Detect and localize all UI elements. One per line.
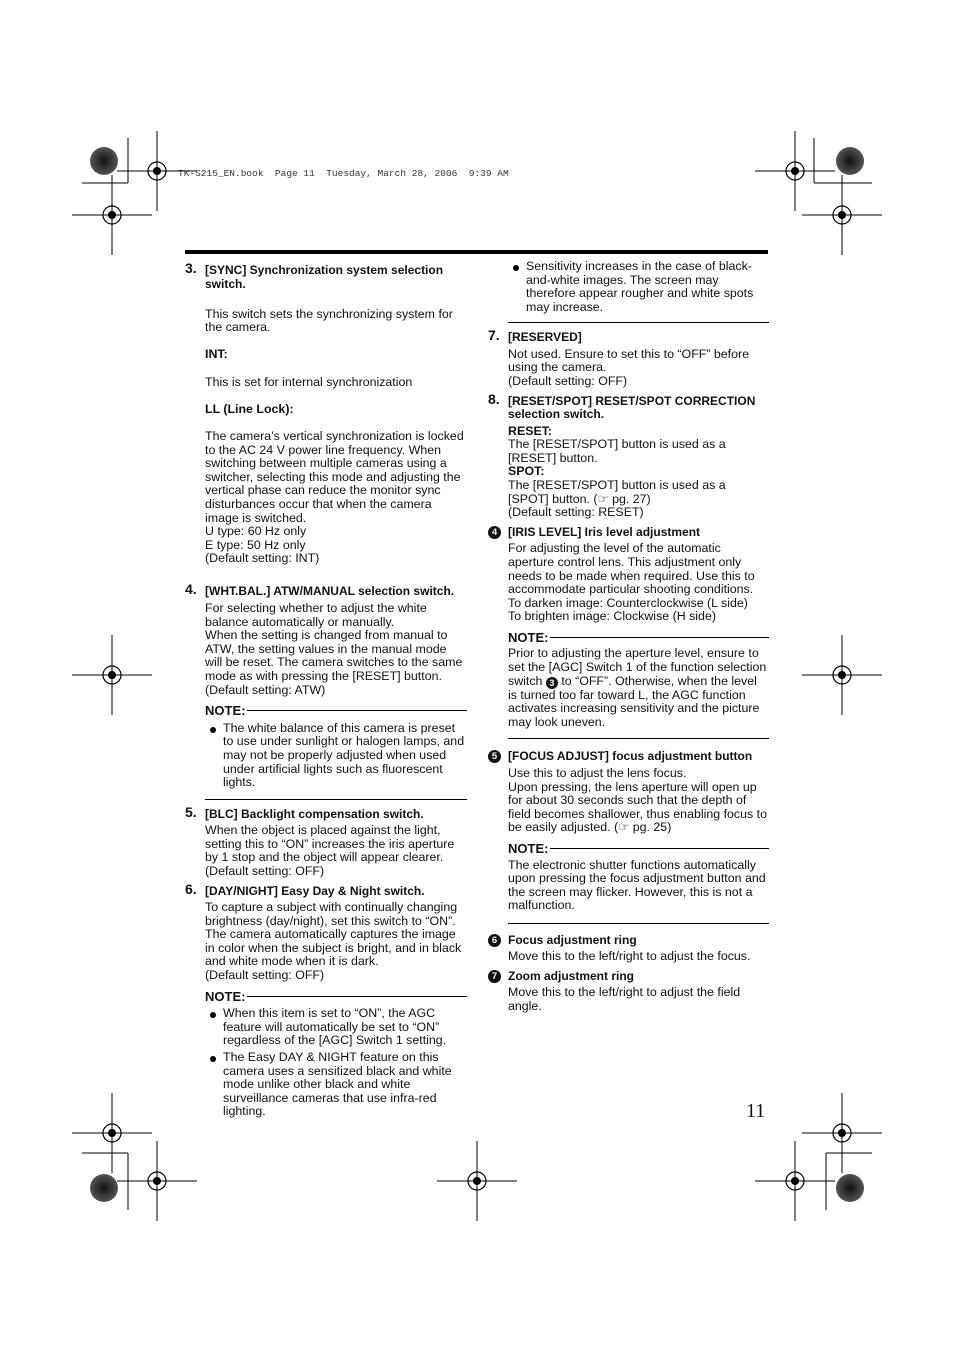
bullet-icon <box>210 1056 216 1062</box>
bullet-icon <box>513 265 519 271</box>
item-title: [DAY/NIGHT] Easy Day & Night switch. <box>205 883 425 898</box>
item-reset-spot <box>488 390 769 520</box>
divider <box>508 322 769 323</box>
circled-number-icon: 4 <box>488 526 501 539</box>
note-box <box>205 704 467 790</box>
item-text: This switch sets the synchronizing system for the camera. <box>205 306 453 335</box>
item-text: For adjusting the level of the automatic aperture control lens. This adjustment only needs to be made when required. Use this to accommodate particular shooting conditions. To darken image: Counterclockwise (L side) To brighten image: Clockwise (H side) <box>508 541 755 624</box>
item-text: Move this to the left/right to adjust the focus. <box>508 949 751 964</box>
sub-label: LL (Line Lock): <box>205 401 294 416</box>
circled-number-icon: 7 <box>488 970 501 983</box>
divider <box>205 799 467 800</box>
item-zoom-ring <box>488 970 769 1014</box>
item-number: 8. <box>488 390 500 407</box>
item-text: For selecting whether to adjust the white balance automatically or manually. When the setting is changed from manual to ATW, the setting values in the manual mode will be reset. The camera switches to the same mode as with pressing the [RESET] button. (Default setting: ATW) <box>205 600 463 697</box>
note-label: NOTE: <box>508 629 549 645</box>
item-number: 6. <box>185 880 197 897</box>
item-text: Use this to adjust the lens focus. Upon pressing, the lens aperture will open up for about 30 seconds such that the depth of field becomes shallower, thus enabling focus to be easily adjusted. (☞ pg. 25) <box>508 765 767 835</box>
circled-number-icon: 3 <box>546 677 558 689</box>
item-sync <box>185 260 467 579</box>
item-title: [FOCUS ADJUST] focus adjustment button <box>508 749 753 764</box>
list-item: The white balance of this camera is preset to use under sunlight or halogen lamps, and may not be properly adjusted when used under artificial lights such as fluorescent lights. <box>205 722 467 790</box>
item-number: 7. <box>488 327 500 344</box>
sub-label: SPOT: <box>508 464 545 479</box>
list-item: Sensitivity increases in the case of black-and-white images. The screen may therefore appear rougher and white spots may increase. <box>508 260 769 314</box>
item-focus-adjust <box>488 750 769 834</box>
right-column <box>488 258 769 1014</box>
item-text: This is set for internal synchronization <box>205 374 413 389</box>
item-title: [IRIS LEVEL] Iris level adjustment <box>508 524 701 539</box>
item-text: Move this to the left/right to adjust the field angle. <box>508 985 741 1014</box>
item-title: Zoom adjustment ring <box>508 968 634 983</box>
item-text: The camera’s vertical synchronization is locked to the AC 24 V power line frequency. When switching between multiple cameras using a switcher, selecting this mode and adjusting the vertical phase can reduce the monitor sync disturbances occur that when the camera image is switched. U type: 60 Hz only E type: 50 Hz only (Default setting: INT) <box>205 428 464 566</box>
item-title: [SYNC] Synchronization system selection switch. <box>205 263 444 291</box>
item-focus-ring <box>488 934 769 964</box>
item-number: 3. <box>185 260 197 276</box>
item-title: [RESET/SPOT] RESET/SPOT CORRECTION selection switch. <box>508 393 756 422</box>
sub-label: RESET: <box>508 423 553 438</box>
divider <box>508 923 769 924</box>
list-item: When this item is set to “ON”, the AGC feature will automatically be set to “ON” regardless of the [AGC] Switch 1 setting. <box>205 1007 467 1048</box>
note-label: NOTE: <box>205 988 246 1004</box>
divider <box>508 738 769 739</box>
item-title: [BLC] Backlight compensation switch. <box>205 806 424 821</box>
item-text: The [RESET/SPOT] button is used as a [RESET] button. <box>508 437 726 465</box>
sub-label: INT: <box>205 347 228 362</box>
print-header: TK-S215_EN.book Page 11 Tuesday, March 28, 2006 9:39 AM <box>178 168 509 179</box>
note-box <box>508 842 769 913</box>
item-day-night <box>185 880 467 983</box>
left-column <box>185 258 467 1122</box>
item-title: [RESERVED] <box>508 330 582 345</box>
item-text: To capture a subject with continually changing brightness (day/night), set this switch to “ON”. The camera automatically captures the image in color when the subject is bright, and in black and white mode when it is dark. (Default setting: OFF) <box>205 900 462 983</box>
item-number: 4. <box>185 581 197 598</box>
item-title: [WHT.BAL.] ATW/MANUAL selection switch. <box>205 584 455 599</box>
item-title: Focus adjustment ring <box>508 932 637 947</box>
item-iris-level <box>488 526 769 624</box>
item-blc <box>185 803 467 879</box>
bullet-icon <box>210 727 216 733</box>
item-reserved <box>488 327 769 389</box>
note-text: The electronic shutter functions automatically upon pressing the focus adjustment button and the screen may flicker. However, this is not a malfunction. <box>508 857 766 913</box>
page-number: 11 <box>746 1100 766 1122</box>
note-label: NOTE: <box>205 703 246 719</box>
item-number: 5. <box>185 803 197 820</box>
item-text: The [RESET/SPOT] button is used as a [SPOT] button. (☞ pg. 27) (Default setting: RESET) <box>508 478 726 520</box>
circled-number-icon: 6 <box>488 934 501 947</box>
circled-number-icon: 5 <box>488 750 501 763</box>
list-item: The Easy DAY & NIGHT feature on this camera uses a sensitized black and white mode unlike other black and white surveillance cameras that use infra-red lighting. <box>205 1051 467 1119</box>
item-text: When the object is placed against the light, setting this to “ON” increases the iris aperture by 1 stop and the object will appear clearer. (Default setting: OFF) <box>205 823 455 878</box>
note-label: NOTE: <box>508 840 549 856</box>
top-rule <box>185 250 768 254</box>
note-text: Prior to adjusting the aperture level, ensure to set the [AGC] Switch 1 of the function selection switch 3 to “OFF”. Otherwise, when the level is turned too far toward L, the AGC function activates increasing sensitivity and the picture may look uneven. <box>508 646 767 729</box>
note-box <box>508 631 769 730</box>
note-box <box>205 990 467 1119</box>
item-wht-bal <box>185 581 467 697</box>
bullet-icon <box>210 1012 216 1018</box>
star-target-icon <box>90 147 118 175</box>
item-text: Not used. Ensure to set this to “OFF” before using the camera. (Default setting: OFF) <box>508 346 750 389</box>
